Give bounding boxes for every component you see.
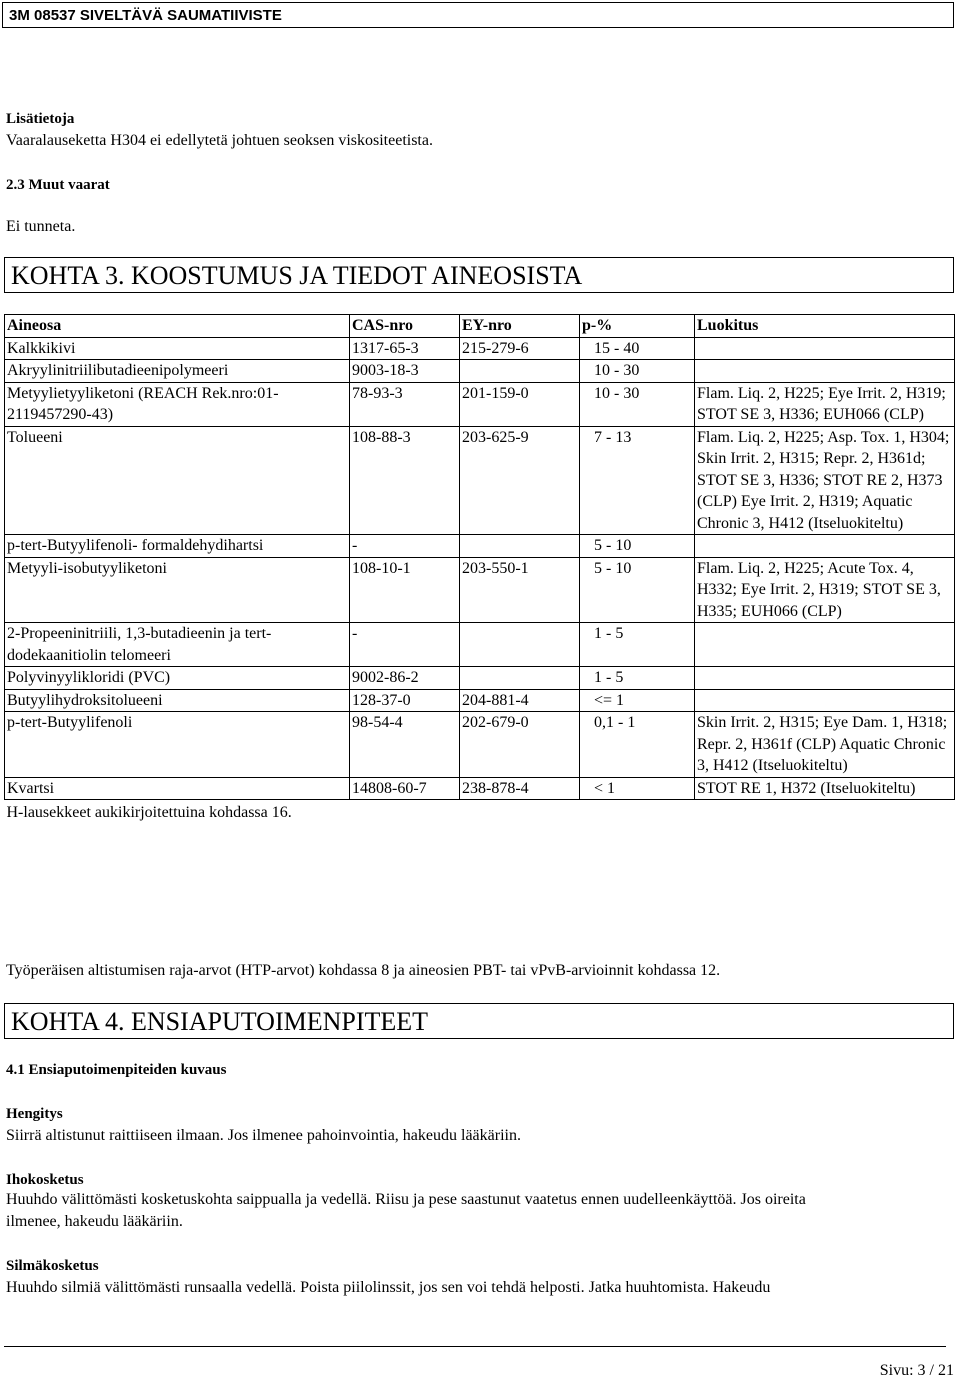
- document-header: [2, 2, 954, 28]
- cell-cas: 108-10-1: [350, 557, 460, 623]
- cell-name: Kvartsi: [5, 777, 350, 800]
- skin-contact-text-2: ilmenee, hakeudu lääkäriin.: [6, 1213, 183, 1230]
- cell-ec: 215-279-6: [460, 337, 580, 360]
- footer-divider: [4, 1346, 946, 1347]
- cell-name: p-tert-Butyylifenoli: [5, 712, 350, 778]
- section-4-header: [4, 1003, 954, 1039]
- inhalation-heading: Hengitys: [6, 1106, 63, 1122]
- cell-cas: 9003-18-3: [350, 360, 460, 383]
- cell-cas: 9002-86-2: [350, 667, 460, 690]
- cell-ec: 203-625-9: [460, 426, 580, 535]
- table-row: [5, 712, 955, 778]
- cell-ec: [460, 360, 580, 383]
- cell-ec: 204-881-4: [460, 689, 580, 712]
- table-footnote-row: [5, 800, 955, 824]
- cell-classification: [695, 360, 955, 383]
- cell-cas: 108-88-3: [350, 426, 460, 535]
- skin-contact-text: Huuhdo välittömästi kosketuskohta saippualla ja vedellä. Riisu ja pese saastunut vaatetus ennen uudelleenkäyttöä. Jos oireita: [6, 1191, 806, 1208]
- table-row: [5, 667, 955, 690]
- section-4-title: KOHTA 4. ENSIAPUTOIMENPITEET: [11, 1007, 429, 1036]
- composition-table: [4, 314, 955, 824]
- cell-ec: 201-159-0: [460, 382, 580, 426]
- cell-classification: [695, 689, 955, 712]
- section-3-header: [4, 257, 954, 293]
- col-header-percent: p-%: [580, 315, 695, 338]
- col-header-ingredient: Aineosa: [5, 315, 350, 338]
- cell-classification: [695, 667, 955, 690]
- other-hazards-text: Ei tunneta.: [6, 218, 76, 235]
- cell-percent: 1 - 5: [580, 667, 695, 690]
- cell-name: Butyylihydroksitolueeni: [5, 689, 350, 712]
- page-number: Sivu: 3 / 21: [879, 1362, 954, 1379]
- cell-name: Polyvinyylikloridi (PVC): [5, 667, 350, 690]
- table-row: [5, 623, 955, 667]
- cell-percent: 5 - 10: [580, 557, 695, 623]
- cell-classification: Flam. Liq. 2, H225; Eye Irrit. 2, H319; STOT SE 3, H336; EUH066 (CLP): [695, 382, 955, 426]
- cell-cas: -: [350, 535, 460, 558]
- document-title: 3M 08537 SIVELTÄVÄ SAUMATIIVISTE: [9, 7, 282, 24]
- cell-ec: [460, 667, 580, 690]
- table-row: [5, 360, 955, 383]
- cell-name: Akryylinitriilibutadieenipolymeeri: [5, 360, 350, 383]
- cell-name: Metyyli-isobutyyliketoni: [5, 557, 350, 623]
- table-footnote: H-lausekkeet aukikirjoitettuina kohdassa 16.: [6, 804, 292, 821]
- section-3-title: KOHTA 3. KOOSTUMUS JA TIEDOT AINEOSISTA: [11, 261, 583, 290]
- cell-name: 2-Propeeninitriili, 1,3-butadieenin ja tert-dodekaanitiolin telomeeri: [5, 623, 350, 667]
- cell-percent: 1 - 5: [580, 623, 695, 667]
- cell-cas: 14808-60-7: [350, 777, 460, 800]
- cell-classification: [695, 535, 955, 558]
- cell-classification: Flam. Liq. 2, H225; Acute Tox. 4, H332; Eye Irrit. 2, H319; STOT SE 3, H335; EUH066 (CLP): [695, 557, 955, 623]
- cell-ec: [460, 535, 580, 558]
- cell-ec: [460, 623, 580, 667]
- cell-percent: 5 - 10: [580, 535, 695, 558]
- cell-cas: -: [350, 623, 460, 667]
- col-header-classification: Luokitus: [695, 315, 955, 338]
- eye-contact-heading: Silmäkosketus: [6, 1258, 99, 1274]
- cell-percent: <= 1: [580, 689, 695, 712]
- table-row: [5, 337, 955, 360]
- eye-contact-text: Huuhdo silmiä välittömästi runsaalla vedellä. Poista piilolinssit, jos sen voi tehdä helposti. Jatka huuhtomista. Hakeudu: [6, 1279, 771, 1296]
- cell-percent: 15 - 40: [580, 337, 695, 360]
- table-row: [5, 689, 955, 712]
- cell-name: Tolueeni: [5, 426, 350, 535]
- cell-name: Kalkkikivi: [5, 337, 350, 360]
- col-header-ec: EY-nro: [460, 315, 580, 338]
- cell-percent: 10 - 30: [580, 382, 695, 426]
- cell-cas: 78-93-3: [350, 382, 460, 426]
- cell-classification: [695, 337, 955, 360]
- table-row: [5, 382, 955, 426]
- cell-classification: STOT RE 1, H372 (Itseluokiteltu): [695, 777, 955, 800]
- cell-percent: 0,1 - 1: [580, 712, 695, 778]
- table-row: [5, 535, 955, 558]
- info-heading: Lisätietoja: [6, 111, 75, 127]
- cell-cas: 128-37-0: [350, 689, 460, 712]
- cell-classification: [695, 623, 955, 667]
- cell-name: p-tert-Butyylifenoli- formaldehydihartsi: [5, 535, 350, 558]
- exposure-note: Työperäisen altistumisen raja-arvot (HTP-arvot) kohdassa 8 ja aineosien PBT- tai vPvB-arvioinnit kohdassa 12.: [6, 962, 721, 979]
- other-hazards-heading: 2.3 Muut vaarat: [6, 177, 110, 193]
- col-header-cas: CAS-nro: [350, 315, 460, 338]
- cell-ec: 238-878-4: [460, 777, 580, 800]
- cell-ec: 202-679-0: [460, 712, 580, 778]
- first-aid-subheading: 4.1 Ensiaputoimenpiteiden kuvaus: [6, 1062, 227, 1078]
- table-header-row: [5, 315, 955, 338]
- info-text: Vaaralauseketta H304 ei edellytetä johtuen seoksen viskositeetista.: [6, 132, 433, 149]
- cell-cas: 1317-65-3: [350, 337, 460, 360]
- cell-percent: 10 - 30: [580, 360, 695, 383]
- cell-classification: Flam. Liq. 2, H225; Asp. Tox. 1, H304; Skin Irrit. 2, H315; Repr. 2, H361d; STOT SE 3, H336; STOT RE 2, H373 (CLP) Eye Irrit. 2, H319; Aquatic Chronic 3, H412 (Itseluokiteltu): [695, 426, 955, 535]
- table-row: [5, 557, 955, 623]
- skin-contact-heading: Ihokosketus: [6, 1172, 84, 1188]
- inhalation-text: Siirrä altistunut raittiiseen ilmaan. Jos ilmenee pahoinvointia, hakeudu lääkäriin.: [6, 1127, 521, 1144]
- table-row: [5, 426, 955, 535]
- cell-percent: < 1: [580, 777, 695, 800]
- cell-name: Metyylietyyliketoni (REACH Rek.nro:01-2119457290-43): [5, 382, 350, 426]
- cell-percent: 7 - 13: [580, 426, 695, 535]
- cell-classification: Skin Irrit. 2, H315; Eye Dam. 1, H318; Repr. 2, H361f (CLP) Aquatic Chronic 3, H412 (Itseluokiteltu): [695, 712, 955, 778]
- table-row: [5, 777, 955, 800]
- cell-ec: 203-550-1: [460, 557, 580, 623]
- cell-cas: 98-54-4: [350, 712, 460, 778]
